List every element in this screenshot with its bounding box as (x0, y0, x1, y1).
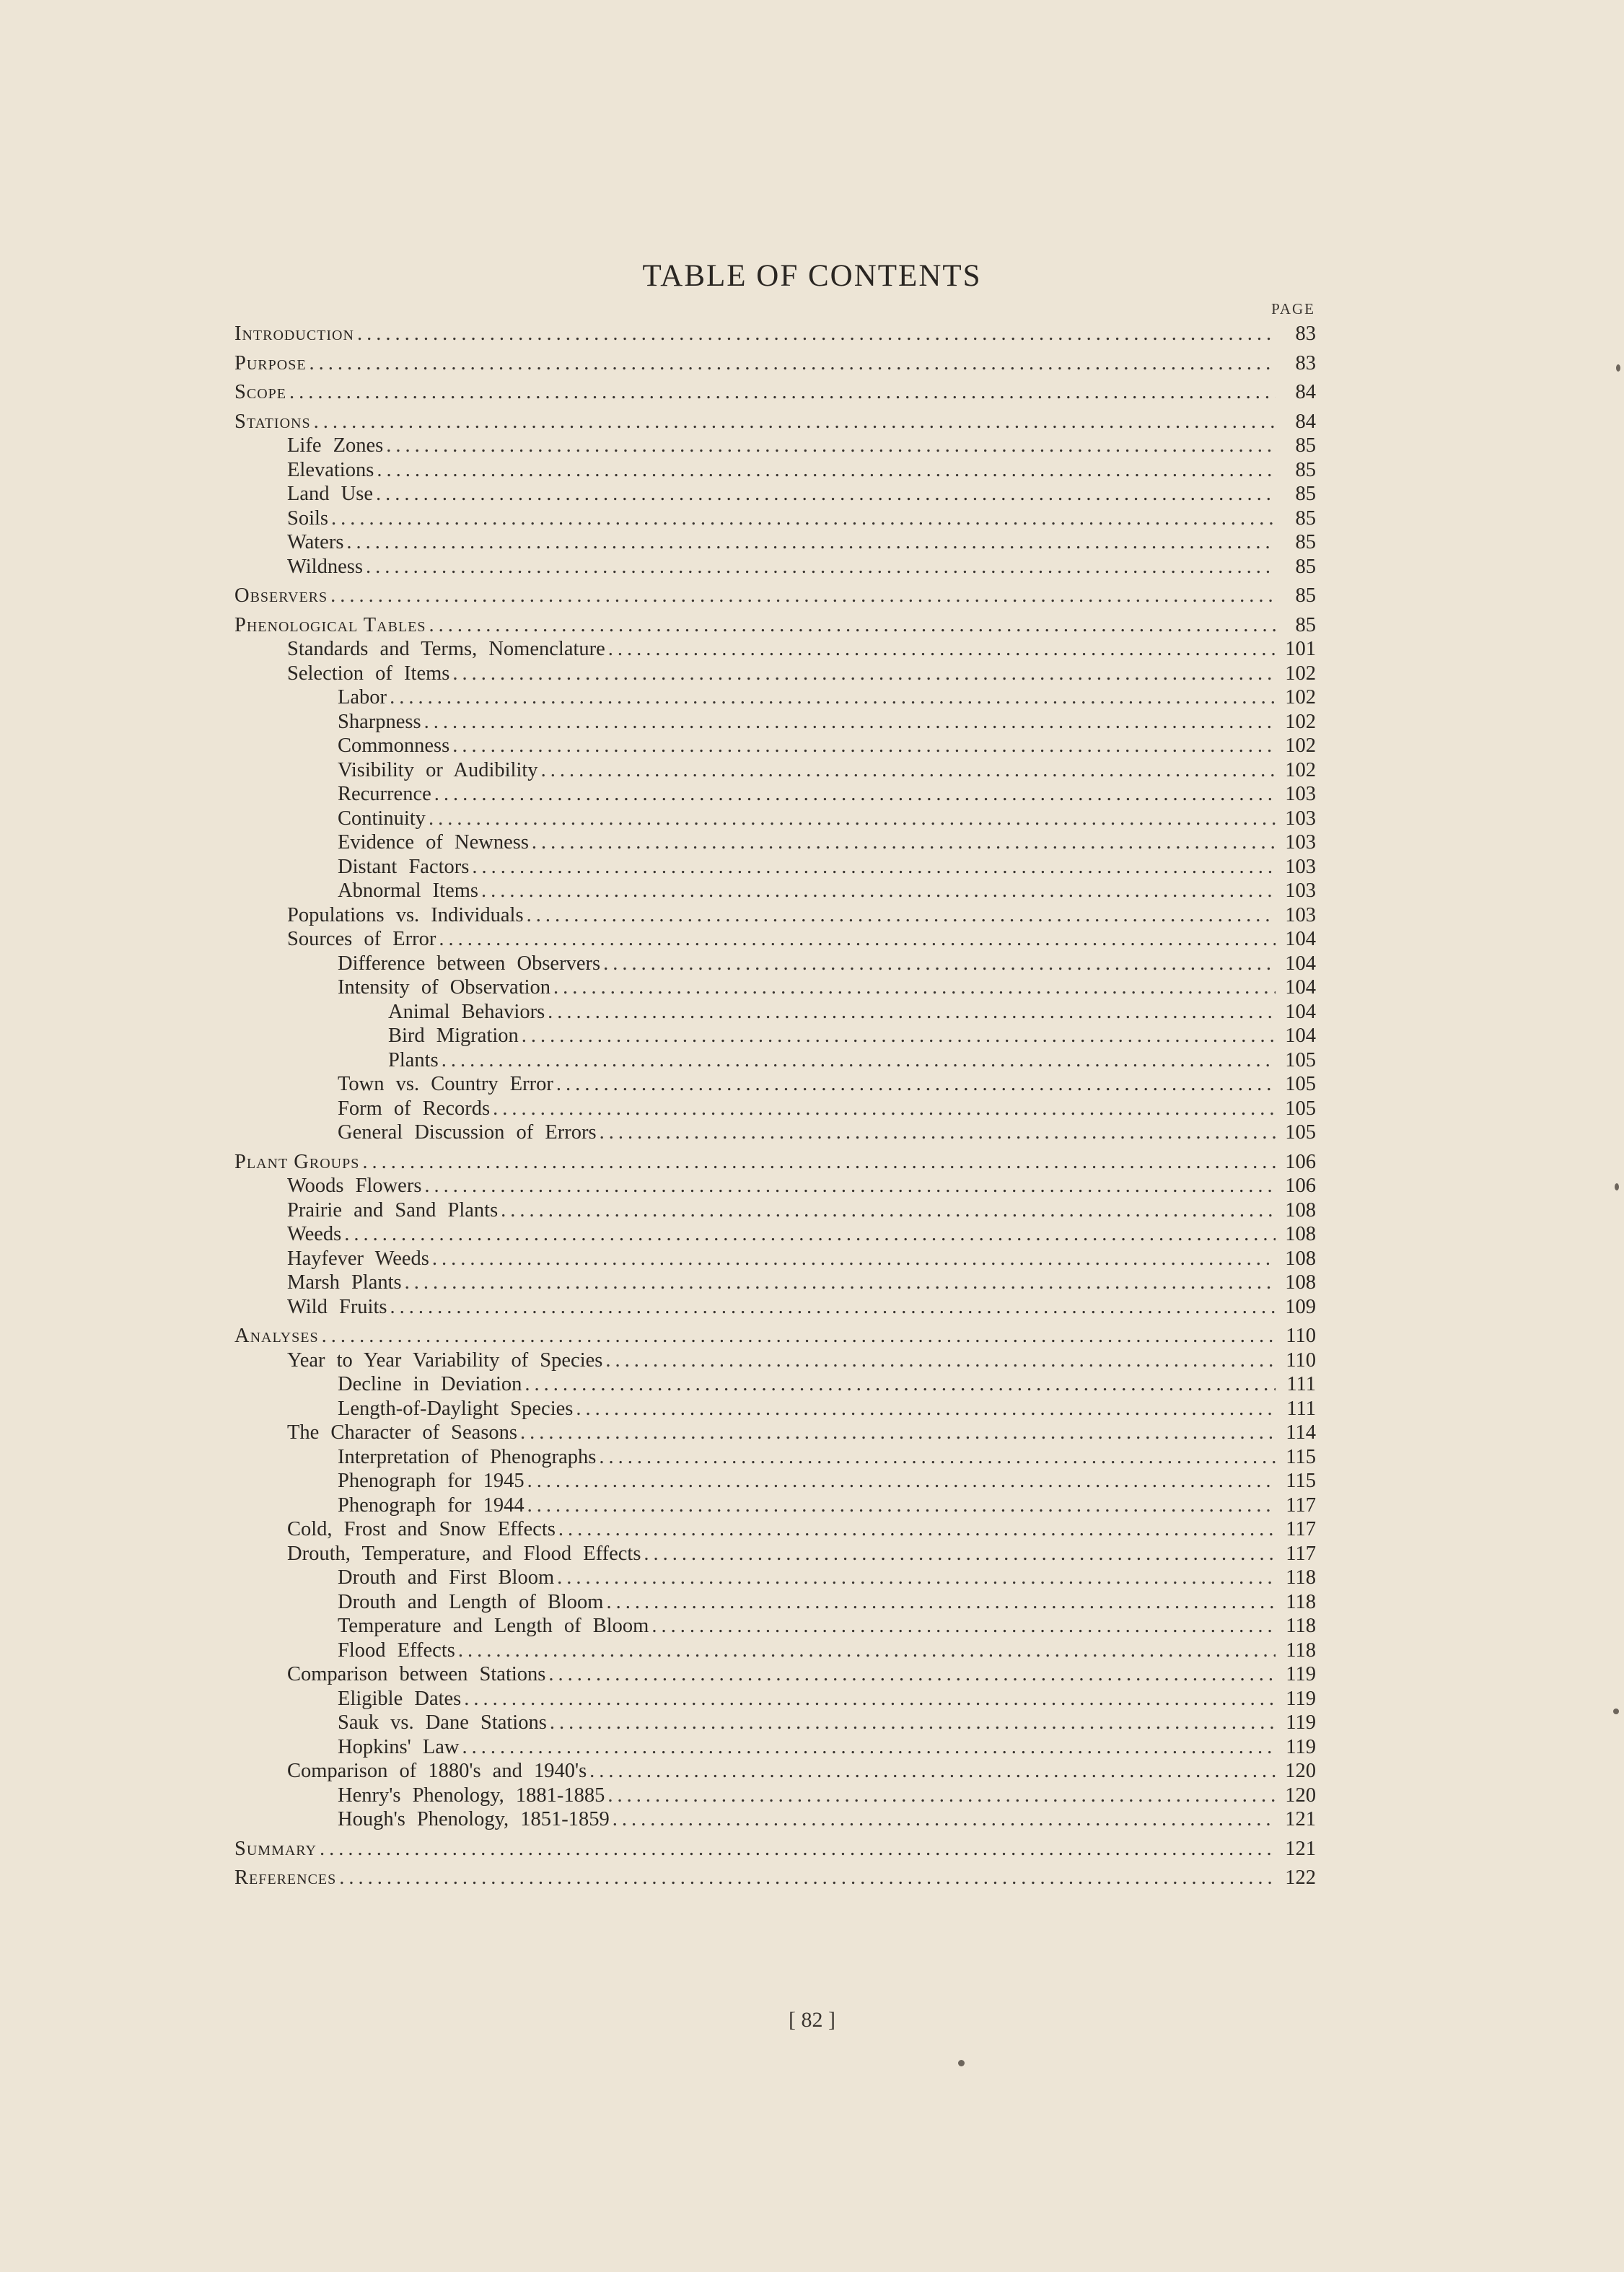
toc-entry-title: Labor (338, 686, 387, 709)
toc-entry-page: 84 (1295, 381, 1316, 403)
dot-leader (606, 1590, 1276, 1615)
toc-entry (234, 380, 1316, 405)
toc-entry (234, 855, 1316, 880)
toc-entry (234, 1469, 1316, 1494)
dot-leader (607, 1784, 1276, 1808)
toc-entry (234, 584, 1316, 608)
toc-entry (234, 637, 1316, 662)
toc-entry-page: 119 (1286, 1736, 1316, 1758)
toc-entry-title: Populations vs. Individuals (287, 904, 524, 926)
toc-entry-title: Decline in Deviation (338, 1373, 522, 1395)
toc-entry (234, 1421, 1316, 1445)
dot-leader (462, 1735, 1276, 1760)
dot-leader (556, 1072, 1276, 1097)
toc-entry-page: 105 (1285, 1097, 1316, 1120)
toc-entry-title: Intensity of Observation (338, 976, 551, 999)
toc-entry-page: 103 (1285, 856, 1316, 878)
toc-entry-title: References (234, 1867, 337, 1889)
toc-entry-page: 104 (1285, 1001, 1316, 1023)
toc-entry (234, 1687, 1316, 1711)
toc-entry-page: 84 (1295, 411, 1316, 433)
toc-entry (234, 1348, 1316, 1373)
toc-entry (234, 1866, 1316, 1890)
dot-leader (458, 1639, 1276, 1663)
toc-entry-page: 85 (1295, 614, 1316, 636)
toc-entry (234, 1324, 1316, 1348)
toc-entry (234, 1198, 1316, 1223)
toc-entry (234, 1807, 1316, 1832)
toc-entry-title: Animal Behaviors (388, 1001, 545, 1023)
toc-entry-title: Drouth and Length of Bloom (338, 1591, 604, 1613)
toc-entry (234, 613, 1316, 638)
toc-entry-page: 118 (1286, 1566, 1316, 1589)
toc-entry-page: 117 (1286, 1518, 1316, 1540)
toc-entry (234, 1372, 1316, 1397)
toc-entry-page: 83 (1295, 323, 1316, 345)
toc-entry (234, 1174, 1316, 1198)
dot-leader (322, 1324, 1276, 1348)
toc-entry (234, 1494, 1316, 1518)
dot-leader (432, 1247, 1276, 1271)
dot-leader (424, 1174, 1276, 1198)
toc-entry-page: 102 (1285, 734, 1316, 757)
toc-entry-title: Recurrence (338, 783, 431, 805)
toc-entry-title: Wildness (287, 556, 363, 578)
toc-entry (234, 506, 1316, 531)
toc-entry-page: 103 (1285, 904, 1316, 926)
toc-entry (234, 734, 1316, 758)
dot-leader (330, 584, 1276, 608)
paper-speck (1616, 364, 1620, 372)
toc-entry-page: 102 (1285, 759, 1316, 781)
toc-entry-page: 108 (1285, 1199, 1316, 1221)
toc-entry-title: Elevations (287, 459, 374, 481)
dot-leader (532, 830, 1276, 855)
toc-entry-page: 104 (1285, 1025, 1316, 1047)
dot-leader (366, 555, 1276, 579)
toc-entry-title: Stations (234, 411, 311, 433)
dot-leader (541, 758, 1276, 783)
dot-leader (424, 710, 1276, 734)
toc-entry-title: Drouth and First Bloom (338, 1566, 555, 1589)
toc-entry-page: 117 (1286, 1494, 1316, 1517)
page-column-label: PAGE (1271, 300, 1315, 317)
page-title: TABLE OF CONTENTS (642, 259, 982, 293)
toc-entry-title: The Character of Seasons (287, 1421, 518, 1444)
dot-leader (339, 1866, 1276, 1890)
toc-entry-page: 101 (1285, 638, 1316, 660)
toc-entry-title: Waters (287, 531, 344, 553)
toc-entry-title: Introduction (234, 323, 354, 345)
dot-leader (527, 903, 1276, 928)
toc-entry (234, 685, 1316, 710)
toc-entry-page: 104 (1285, 976, 1316, 999)
dot-leader (442, 1048, 1276, 1073)
dot-leader (429, 613, 1276, 638)
toc-entry (234, 1517, 1316, 1542)
toc-entry-page: 119 (1286, 1688, 1316, 1710)
toc-entry (234, 1222, 1316, 1247)
paper-speck (1613, 1709, 1619, 1714)
dot-leader (344, 1222, 1276, 1247)
toc-entry (234, 1837, 1316, 1861)
toc-entry-title: Bird Migration (388, 1025, 519, 1047)
dot-leader (553, 975, 1276, 1000)
toc-entry-page: 105 (1285, 1073, 1316, 1095)
toc-entry-title: Land Use (287, 483, 374, 505)
toc-entry-page: 102 (1285, 662, 1316, 685)
toc-entry-page: 102 (1285, 711, 1316, 733)
dot-leader (527, 1469, 1276, 1494)
toc-entry-page: 118 (1286, 1591, 1316, 1613)
toc-entry-title: Selection of Items (287, 662, 450, 685)
toc-entry-title: Hough's Phenology, 1851-1859 (338, 1808, 610, 1830)
toc-entry-title: Commonness (338, 734, 450, 757)
dot-leader (386, 434, 1276, 458)
toc-entry-page: 106 (1285, 1175, 1316, 1197)
toc-entry-page: 115 (1286, 1446, 1316, 1468)
toc-entry (234, 758, 1316, 783)
toc-entry-title: Continuity (338, 807, 426, 830)
toc-entry-title: Phenograph for 1945 (338, 1470, 524, 1492)
toc-entry-title: Life Zones (287, 434, 384, 457)
toc-entry-title: Plants (388, 1049, 439, 1071)
toc-entry (234, 1271, 1316, 1295)
folio-page-number: [ 82 ] (789, 2008, 835, 2032)
dot-leader (522, 1024, 1276, 1048)
toc-entry-title: Marsh Plants (287, 1271, 402, 1294)
dot-leader (472, 855, 1276, 880)
toc-entry (234, 1566, 1316, 1590)
toc-entry-page: 118 (1286, 1639, 1316, 1662)
toc-entry-page: 85 (1295, 531, 1316, 553)
dot-leader (651, 1614, 1276, 1639)
toc-entry-title: Town vs. Country Error (338, 1073, 553, 1095)
toc-entry-page: 110 (1286, 1349, 1316, 1372)
toc-entry (234, 1247, 1316, 1271)
toc-entry-title: Sources of Error (287, 928, 436, 950)
dot-leader (429, 807, 1276, 831)
dot-leader (493, 1097, 1276, 1121)
toc-entry-title: Summary (234, 1838, 317, 1860)
toc-entry-title: Flood Effects (338, 1639, 455, 1662)
toc-entry (234, 903, 1316, 928)
toc-entry (234, 879, 1316, 903)
toc-entry-title: Hopkins' Law (338, 1736, 460, 1758)
toc-entry-page: 85 (1295, 556, 1316, 578)
dot-leader (289, 380, 1276, 405)
toc-entry (234, 1590, 1316, 1615)
toc-entry-page: 108 (1285, 1271, 1316, 1294)
toc-entry (234, 1445, 1316, 1470)
toc-entry-page: 122 (1285, 1867, 1316, 1889)
toc-entry-title: Sauk vs. Dane Stations (338, 1711, 547, 1734)
toc-entry-title: Woods Flowers (287, 1175, 422, 1197)
dot-leader (390, 1295, 1276, 1320)
toc-entry (234, 530, 1316, 555)
toc-entry-title: Temperature and Length of Bloom (338, 1615, 649, 1637)
toc-entry (234, 1784, 1316, 1808)
toc-entry-page: 119 (1286, 1711, 1316, 1734)
toc-entry-title: Analyses (234, 1325, 319, 1347)
toc-entry-title: Form of Records (338, 1097, 491, 1120)
dot-leader (314, 410, 1276, 434)
toc-entry-page: 104 (1285, 928, 1316, 950)
dot-leader (576, 1397, 1276, 1421)
dot-leader (501, 1198, 1276, 1223)
toc-entry (234, 1097, 1316, 1121)
toc-entry-title: General Discussion of Errors (338, 1121, 597, 1144)
dot-leader (377, 458, 1276, 483)
dot-leader (464, 1687, 1276, 1711)
toc-entry-page: 103 (1285, 807, 1316, 830)
toc-entry-page: 85 (1295, 483, 1316, 505)
toc-entry-title: Drouth, Temperature, and Flood Effects (287, 1543, 641, 1565)
toc-entry-title: Abnormal Items (338, 880, 479, 902)
dot-leader (452, 662, 1276, 686)
dot-leader (550, 1711, 1276, 1735)
dot-leader (346, 530, 1276, 555)
dot-leader (524, 1372, 1276, 1397)
dot-leader (310, 351, 1276, 376)
dot-leader (331, 506, 1276, 531)
dot-leader (613, 1807, 1276, 1832)
dot-leader (527, 1494, 1276, 1518)
toc-entry (234, 807, 1316, 831)
toc-entry (234, 1542, 1316, 1566)
toc-entry (234, 1639, 1316, 1663)
toc-entry-title: Phenograph for 1944 (338, 1494, 524, 1517)
toc-entry-title: Length-of-Daylight Species (338, 1398, 574, 1420)
dot-leader (320, 1837, 1276, 1861)
toc-entry-page: 103 (1285, 783, 1316, 805)
toc-entry (234, 351, 1316, 376)
toc-entry-title: Wild Fruits (287, 1296, 387, 1318)
dot-leader (357, 322, 1276, 346)
toc-entry-page: 83 (1295, 352, 1316, 374)
dot-leader (362, 1150, 1276, 1175)
toc-entry-title: Standards and Terms, Nomenclature (287, 638, 605, 660)
toc-entry-title: Difference between Observers (338, 952, 601, 975)
toc-entry (234, 782, 1316, 807)
dot-leader (390, 685, 1276, 710)
toc-entry (234, 434, 1316, 458)
dot-leader (520, 1421, 1276, 1445)
toc-entry (234, 458, 1316, 483)
dot-leader (548, 1662, 1276, 1687)
toc-entry-title: Visibility or Audibility (338, 759, 538, 781)
dot-leader (599, 1445, 1276, 1470)
paper-speck (1615, 1183, 1619, 1190)
toc-entry-title: Henry's Phenology, 1881-1885 (338, 1784, 605, 1807)
dot-leader (434, 782, 1276, 807)
toc-entry-page: 120 (1285, 1760, 1316, 1782)
toc-entry-title: Weeds (287, 1223, 342, 1245)
dot-leader (558, 1517, 1276, 1542)
dot-leader (644, 1542, 1276, 1566)
toc-entry-page: 120 (1285, 1784, 1316, 1807)
dot-leader (548, 1000, 1276, 1025)
toc-entry-page: 105 (1285, 1049, 1316, 1071)
toc-entry-page: 85 (1295, 584, 1316, 607)
toc-entry (234, 1711, 1316, 1735)
toc-entry-page: 114 (1286, 1421, 1316, 1444)
paper-speck (958, 2060, 965, 2066)
toc-entry-page: 115 (1286, 1470, 1316, 1492)
toc-entry-title: Comparison between Stations (287, 1663, 546, 1685)
toc-entry-page: 106 (1285, 1151, 1316, 1173)
dot-leader (376, 482, 1276, 506)
dot-leader (452, 734, 1276, 758)
toc-entry (234, 1024, 1316, 1048)
toc-entry-page: 85 (1295, 459, 1316, 481)
toc-entry (234, 1735, 1316, 1760)
toc-entry-page: 121 (1285, 1838, 1316, 1860)
toc-entry-page: 103 (1285, 831, 1316, 854)
toc-entry (234, 322, 1316, 346)
toc-entry (234, 1295, 1316, 1320)
toc-entry-title: Observers (234, 584, 328, 607)
toc-entry-page: 121 (1285, 1808, 1316, 1830)
toc-entry-title: Cold, Frost and Snow Effects (287, 1518, 556, 1540)
toc-entry-title: Prairie and Sand Plants (287, 1199, 499, 1221)
dot-leader (481, 879, 1276, 903)
toc-entry-page: 102 (1285, 686, 1316, 709)
toc-entry-page: 111 (1286, 1398, 1316, 1420)
toc-entry-page: 119 (1286, 1663, 1316, 1685)
toc-entry-title: Phenological Tables (234, 614, 426, 636)
toc-entry (234, 1072, 1316, 1097)
dot-leader (557, 1566, 1276, 1590)
toc-entry (234, 1662, 1316, 1687)
toc-entry-title: Interpretation of Phenographs (338, 1446, 597, 1468)
toc-entry (234, 1120, 1316, 1145)
dot-leader (608, 637, 1276, 662)
toc-entry (234, 1397, 1316, 1421)
toc-entry (234, 482, 1316, 506)
toc-entry (234, 662, 1316, 686)
dot-leader (589, 1759, 1276, 1784)
toc-entry-title: Comparison of 1880's and 1940's (287, 1760, 587, 1782)
dot-leader (603, 952, 1276, 976)
toc-entry (234, 927, 1316, 952)
toc-entry-page: 110 (1286, 1325, 1316, 1347)
toc-entry-page: 109 (1285, 1296, 1316, 1318)
toc-entry (234, 410, 1316, 434)
dot-leader (405, 1271, 1276, 1295)
toc-entry-title: Hayfever Weeds (287, 1247, 429, 1270)
toc-entry-page: 105 (1285, 1121, 1316, 1144)
toc-entry-title: Soils (287, 507, 329, 530)
toc-entry (234, 952, 1316, 976)
toc-entry-page: 111 (1286, 1373, 1316, 1395)
toc-entry (234, 1614, 1316, 1639)
toc-entry-title: Year to Year Variability of Species (287, 1349, 603, 1372)
dot-leader (439, 927, 1276, 952)
toc-entry (234, 1048, 1316, 1073)
toc-entry-page: 108 (1285, 1247, 1316, 1270)
toc-entry-page: 103 (1285, 880, 1316, 902)
toc-entry (234, 975, 1316, 1000)
toc-entry-page: 117 (1286, 1543, 1316, 1565)
dot-leader (605, 1348, 1276, 1373)
toc-entry-page: 108 (1285, 1223, 1316, 1245)
toc-entry (234, 1759, 1316, 1784)
toc-entry-title: Plant Groups (234, 1151, 360, 1173)
toc-entry (234, 1000, 1316, 1025)
toc-entry-title: Purpose (234, 352, 307, 374)
toc-entry-page: 104 (1285, 952, 1316, 975)
toc-entry-page: 85 (1295, 434, 1316, 457)
toc-entry-title: Eligible Dates (338, 1688, 462, 1710)
toc-entry (234, 830, 1316, 855)
toc-entry-title: Scope (234, 381, 286, 403)
toc-entry-page: 85 (1295, 507, 1316, 530)
dot-leader (600, 1120, 1276, 1145)
toc-entry-title: Evidence of Newness (338, 831, 529, 854)
toc-entry-page: 118 (1286, 1615, 1316, 1637)
toc-entry (234, 555, 1316, 579)
toc-entry-title: Sharpness (338, 711, 421, 733)
toc-entry (234, 710, 1316, 734)
toc-entry (234, 1150, 1316, 1175)
toc-entry-title: Distant Factors (338, 856, 470, 878)
